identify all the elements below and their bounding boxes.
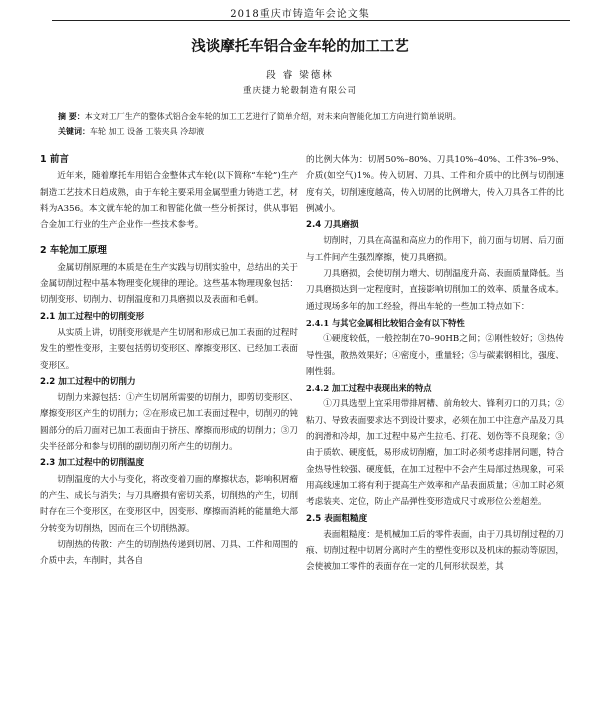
section-2-3-heading: 2.3 加工过程中的切削温度	[40, 458, 145, 469]
section-2-4-1-heading: 2.4.1 与其它金属相比较铝合金有以下特性	[306, 317, 465, 328]
running-header	[0, 0, 600, 26]
section-2-4-2-paragraph: ①刀具选型上宜采用带排屑槽、前角较大、锋利刃口的刀具；②粘刀、导致表面要求达不到设计要求，必须在加工中注意产品及刀具的润滑和冷却，加工过程中易产生拉毛、打花、划伤等不良现象；③由于质软、硬度低，易形成切削瘤，加工时必须考虑排屑问题，特合金热导性较强、硬度低，在加工过程中不会产生局部过热现象，可采用高线速加工将有利于提高生产效率和产品表面质量；④加工时必须考虑装夹、定位，防止产品弹性变形造成尺寸或形位公差超差。	[306, 399, 564, 508]
section-2-2-paragraph: 切削力来源包括：①产生切屑所需要的切削力，即剪切变形区、摩擦变形区产生的切削力；②在形成已加工表面过程中，切削刃的钝圆部分的后刀面对已加工表面由于挤压、摩擦而形成的切削力；③刀尖半径部分和参与切削的副切削刃所产生的切削力。	[40, 393, 298, 453]
section-2-3-paragraph-2-continued: 的比例大体为：切屑50%–80%、刀具10%–40%、工件3%–9%、介质(如空气)1%。传入切屑、刀具、工件和介质中的比例与切削速度有关，切削速度越高，传入切屑的比例增大，传入刀具各工件的比例减小。	[306, 155, 564, 214]
keywords-label: 关键词：	[58, 126, 90, 136]
section-2-4-2-heading: 2.4.2 加工过程中表现出来的特点	[306, 383, 432, 394]
section-1-heading: 1 前言	[40, 154, 69, 165]
running-title: 2018重庆市铸造年会论文集	[230, 9, 370, 20]
paper-authors: 段 睿 梁德林	[266, 70, 334, 81]
section-2-1-heading: 2.1 加工过程中的切削变形	[40, 311, 145, 322]
section-2-heading: 2 车轮加工原理	[40, 245, 107, 257]
abstract-label: 摘 要：	[58, 111, 85, 121]
keywords-text: 车轮 加工 设备 工装夹具 冷却液	[90, 127, 205, 136]
section-2-1-paragraph: 从实质上讲，切削变形就是产生切屑和形成已加工表面的过程时发生的塑性变形，主要包括剪切变形区、摩擦变形区、已经加工表面变形区。	[40, 327, 298, 371]
abstract-line	[58, 109, 578, 124]
section-1-paragraph: 近年来，随着摩托车用铝合金整体式车轮(以下简称“车轮”)生产制造工艺技术日趋成熟，由于车轮主要采用金属型重力铸造工艺，材料为A356。本文就车轮的加工和智能化做一些分析探讨，供从事铝合金加工行业的生产企业作一些技术参考。	[40, 171, 298, 231]
section-2-3-paragraph: 切削温度的大小与变化，将改变着刀面的摩擦状态，影响积屑瘤的产生、成长与消失；与刀具磨损有密切关系，切削热的产生，切削时存在三个变形区，在变形区中，因变形、摩擦而消耗的能量绝大部分转变为切削热，因而在三个切削热源。	[40, 474, 298, 534]
section-2-5-heading: 2.5 表面粗糙度	[306, 513, 368, 524]
paper-title: 浅谈摩托车铝合金车轮的加工工艺	[191, 39, 409, 55]
section-2-4-paragraph: 切削时，刀具在高温和高应力的作用下，前刀面与切屑、后刀面与工件间产生强烈摩擦，使刀具磨损。	[306, 236, 564, 263]
paper-affiliation: 重庆捷力轮毂制造有限公司	[242, 86, 357, 96]
section-2-2-heading: 2.2 加工过程中的切削力	[40, 376, 136, 387]
abstract-text: 本文对工厂生产的整体式铝合金车轮的加工工艺进行了简单介绍，对未来向智能化加工方向进行简单说明。	[84, 112, 461, 121]
section-2-3-paragraph-2: 切削热的传散：产生的切削热传递到切屑、刀具、工件和周围的介质中去，车削时，其各自	[40, 539, 298, 567]
keywords-line	[58, 124, 578, 139]
left-column	[40, 152, 298, 569]
section-2-5-paragraph: 表面粗糙度：是机械加工后的零件表面，由于刀具切削过程的刀痕、切削过程中切屑分离时产生的塑性变形以及机床的振动等原因，会使被加工零件的表面存在一定的几何形状误差，其	[306, 529, 564, 573]
header-rule	[52, 20, 570, 21]
section-2-4-paragraph-2: 刀具磨损，会使切削力增大、切削温度升高、表面质量降低。当刀具磨损达到一定程度时，直接影响切削加工的效率、质量各成本。通过现场多年的加工经验，得出车轮的一些加工特点如下：	[306, 269, 564, 312]
abstract-block	[58, 109, 578, 139]
section-2-4-heading: 2.4 刀具磨损	[306, 220, 359, 231]
section-2-paragraph: 金属切削原理的本质是在生产实践与切削实验中，总结出的关于金属切削过程中基本物理变化规律的理论。这些基本物理现象包括：切削变形、切削力、切削温度和刀具磨损以及表面和毛刺。	[40, 262, 298, 306]
section-2-4-1-paragraph: ①硬度较低，一般控制在70–90HB之间；②刚性较好；③热传导性强，散热效果好；④密度小，重量轻；⑤与碳素钢相比，强度、刚性弱。	[306, 334, 564, 377]
right-column	[306, 152, 564, 576]
